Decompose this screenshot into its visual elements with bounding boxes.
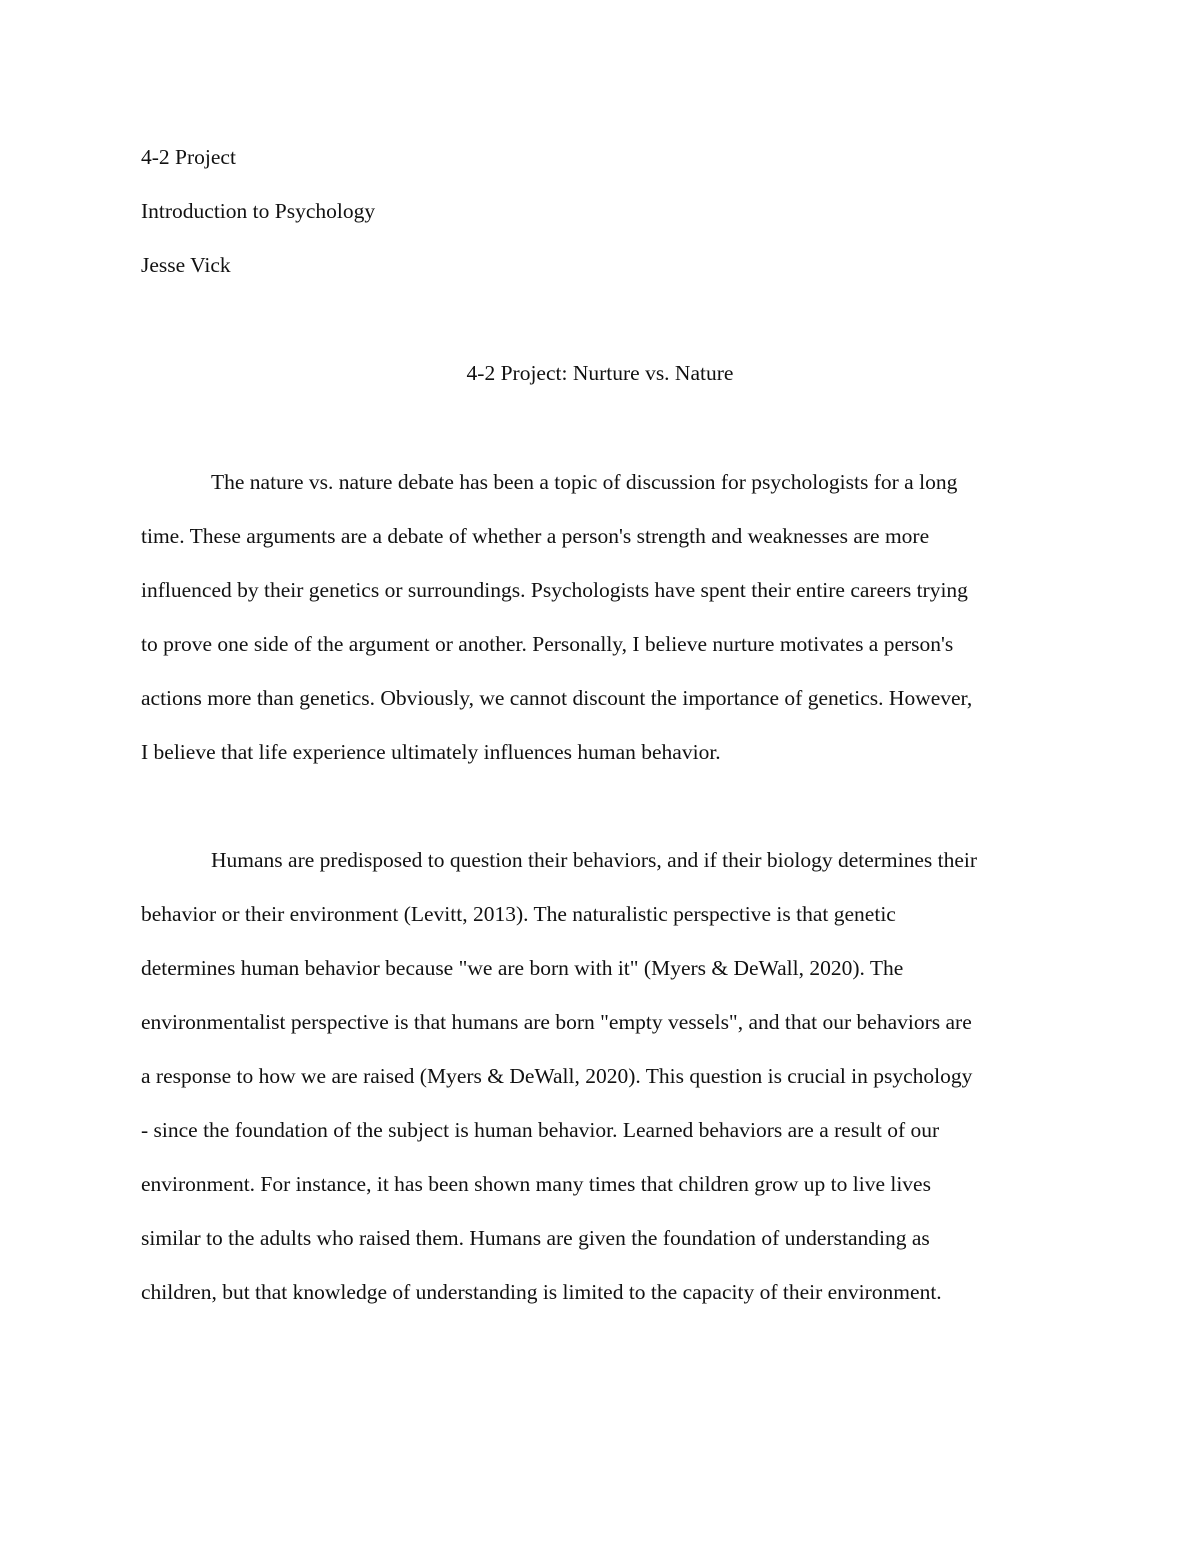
paragraph-line: determines human behavior because "we are born with it" (Myers & DeWall, 2020). The	[141, 956, 904, 980]
paragraph-line: environmentalist perspective is that humans are born "empty vessels", and that our behaviors are	[141, 1010, 972, 1034]
paragraph-line: environment. For instance, it has been shown many times that children grow up to live lives	[141, 1172, 931, 1196]
course-name: Introduction to Psychology	[141, 199, 376, 223]
assignment-label: 4-2 Project	[141, 145, 236, 169]
author-name: Jesse Vick	[141, 253, 231, 277]
paragraph-line: Humans are predisposed to question their behaviors, and if their biology determines their	[211, 848, 978, 872]
paragraph-line: children, but that knowledge of understanding is limited to the capacity of their environment.	[141, 1280, 942, 1304]
document-title: 4-2 Project: Nurture vs. Nature	[466, 361, 734, 385]
paragraph-line: I believe that life experience ultimately influences human behavior.	[141, 740, 721, 764]
paragraph-line: The nature vs. nature debate has been a topic of discussion for psychologists for a long	[211, 470, 958, 494]
paragraph-line: to prove one side of the argument or another. Personally, I believe nurture motivates a person's	[141, 632, 954, 656]
paragraph-line: influenced by their genetics or surroundings. Psychologists have spent their entire careers trying	[141, 578, 968, 602]
paragraph-line: a response to how we are raised (Myers & DeWall, 2020). This question is crucial in psychology	[141, 1064, 973, 1088]
paragraph-line: - since the foundation of the subject is human behavior. Learned behaviors are a result of our	[141, 1118, 940, 1142]
paragraph-line: actions more than genetics. Obviously, we cannot discount the importance of genetics. However,	[141, 686, 973, 710]
paragraph-line: behavior or their environment (Levitt, 2013). The naturalistic perspective is that genetic	[141, 902, 896, 926]
paragraph-line: time. These arguments are a debate of whether a person's strength and weaknesses are more	[141, 524, 930, 548]
paragraph-line: similar to the adults who raised them. Humans are given the foundation of understanding as	[141, 1226, 930, 1250]
